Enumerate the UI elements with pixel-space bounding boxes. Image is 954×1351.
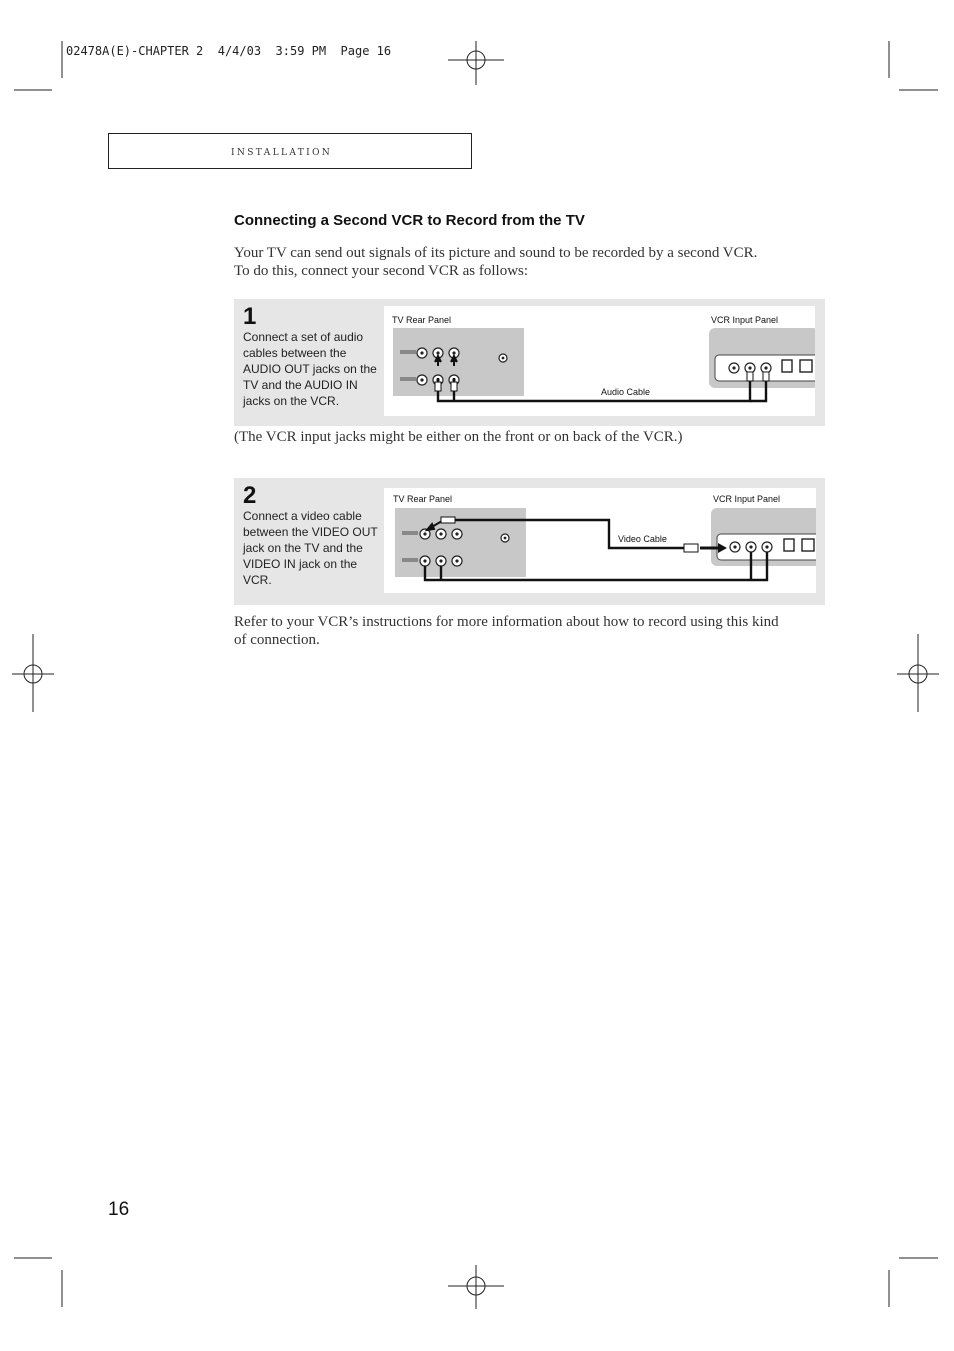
step-1-number: 1 (243, 303, 257, 330)
step-1-line: TV and the AUDIO IN (243, 378, 358, 392)
audio-connection-diagram (384, 306, 815, 416)
closing-line: Refer to your VCR’s instructions for more information about how to record using this kind (234, 614, 779, 630)
step-1-line: jacks on the VCR. (243, 394, 340, 408)
step-1-diagram (384, 306, 815, 416)
step-2-line: jack on the TV and the (243, 541, 363, 555)
closing-line: of connection. (234, 632, 320, 648)
intro-line: Your TV can send out signals of its picture and sound to be recorded by a second VCR. (234, 245, 758, 261)
step-1-line: cables between the (243, 346, 347, 360)
closing-paragraph (234, 613, 819, 649)
step-2-number: 2 (243, 482, 257, 509)
print-header: 02478A(E)-CHAPTER 2 4/4/03 3:59 PM Page 16 (66, 44, 392, 58)
step-2-panel (234, 478, 825, 605)
registration-mark-right (893, 634, 943, 714)
step-1-line: Connect a set of audio (243, 330, 364, 344)
step-2-diagram (384, 488, 816, 593)
step-1-instructions (243, 329, 381, 409)
video-connection-diagram (384, 488, 816, 593)
tv-rear-panel-label: TV Rear Panel (392, 315, 452, 325)
step-1-line: AUDIO OUT jacks on the (243, 362, 377, 376)
video-cable-label: Video Cable (618, 534, 667, 544)
step-2-line: between the VIDEO OUT (243, 525, 378, 539)
step-1-panel (234, 299, 825, 426)
step-2-line: Connect a video cable (243, 509, 362, 523)
page-heading: Connecting a Second VCR to Record from the TV (234, 212, 585, 229)
intro-line: To do this, connect your second VCR as follows: (234, 263, 529, 279)
section-header-box (108, 133, 472, 169)
page-number: 16 (108, 1199, 130, 1220)
section-title: installation (231, 144, 333, 159)
intro-paragraph (234, 244, 819, 280)
step-2-instructions (243, 508, 381, 588)
vcr-input-panel-label: VCR Input Panel (713, 494, 781, 504)
registration-mark-bottom (446, 1262, 506, 1312)
registration-mark-top (446, 38, 506, 88)
tv-rear-panel-label: TV Rear Panel (393, 494, 453, 504)
registration-mark-left (8, 634, 58, 714)
note-text: (The VCR input jacks might be either on the front or on back of the VCR.) (234, 429, 683, 445)
audio-cable-label: Audio Cable (601, 387, 651, 397)
step-2-line: VIDEO IN jack on the VCR. (243, 557, 358, 587)
tv-rear-panel (395, 508, 526, 577)
vcr-input-panel-label: VCR Input Panel (711, 315, 779, 325)
